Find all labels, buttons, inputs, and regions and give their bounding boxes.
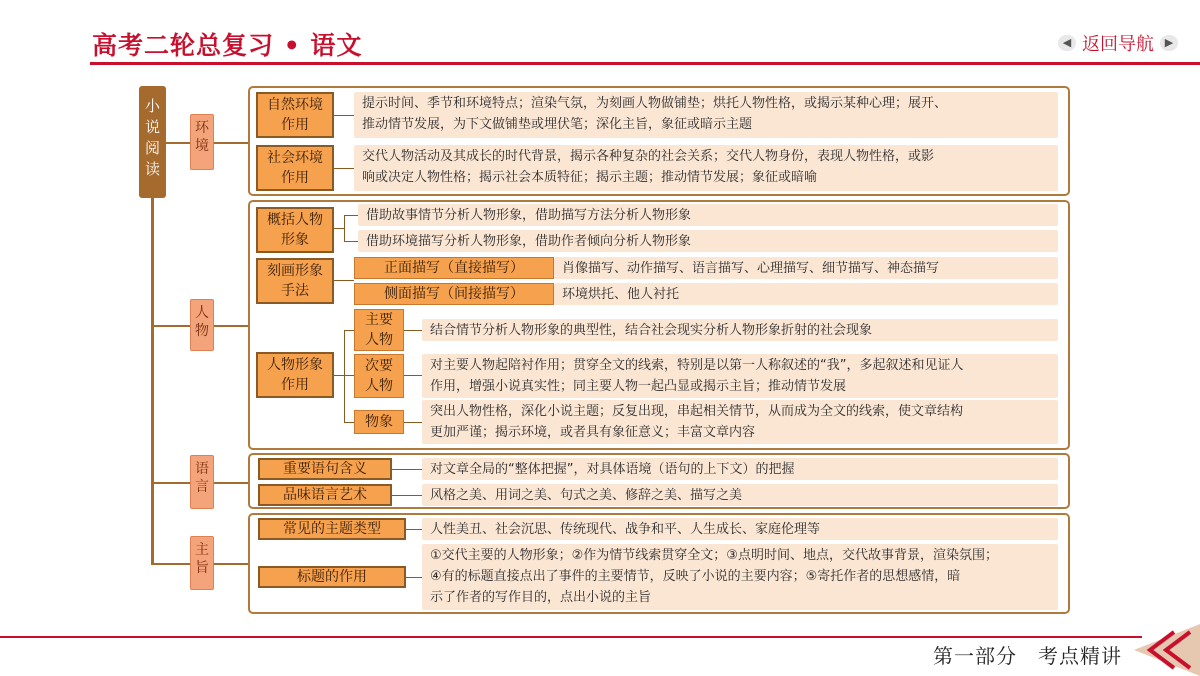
root-char: 阅 <box>144 139 160 157</box>
node-theme-types: 常见的主题类型 <box>258 518 406 540</box>
text-line: ④有的标题直接点出了事件的主要情节，反映了小说的主要内容；⑤寄托作者的思想感情，暗 <box>430 569 961 584</box>
footer-section-label: 第一部分 考点精讲 <box>933 644 1122 668</box>
branch-line <box>214 325 248 327</box>
text-summary-item: 借助故事情节分析人物形象，借助描写方法分析人物形象 <box>358 204 1058 226</box>
node-summary <box>256 207 334 253</box>
text-line: 响或决定人物性格；揭示社会本质特征；揭示主题；推动情节发展；象征或暗喻 <box>362 170 818 185</box>
text-summary-item: 借助环境描写分析人物形象，借助作者倾向分析人物形象 <box>358 230 1058 252</box>
node-label: 物象 <box>365 414 393 430</box>
connector <box>392 469 422 470</box>
node-language-art: 品味语言艺术 <box>258 484 392 506</box>
node-label: 人物 <box>365 378 393 394</box>
text-line: 人性美丑、社会沉思、传统现代、战争和平、人生成长、家庭伦理等 <box>430 522 821 537</box>
sub-object-image <box>354 410 404 434</box>
text-language-art: 风格之美、用词之美、句式之美、修辞之美、描写之美 <box>422 484 1058 506</box>
node-label: 人物 <box>365 332 393 348</box>
node-label: 作用 <box>281 117 309 133</box>
text-line: 提示时间、季节和环境特点；渲染气氛，为刻画人物做铺垫；烘托人物性格，或揭示某种心理；展开、 <box>362 96 948 111</box>
category-char: 主 <box>195 542 209 558</box>
text-main-character <box>422 319 1058 341</box>
node-label: 作用 <box>281 377 309 393</box>
root-char: 说 <box>144 118 160 136</box>
node-label: 刻画形象 <box>267 263 323 279</box>
connector <box>404 422 422 423</box>
connector <box>344 330 354 331</box>
connector <box>404 330 422 331</box>
category-char: 人 <box>195 305 209 321</box>
branch-line <box>214 563 248 565</box>
category-char: 物 <box>195 323 209 339</box>
text-key-sentence: 对文章全局的“整体把握”，对具体语境（语句的上下文）的把握 <box>422 458 1058 480</box>
double-chevron-left-icon[interactable] <box>1134 624 1200 676</box>
chevron-right-icon[interactable]: ▶ <box>1160 35 1178 51</box>
branch-line <box>151 482 190 484</box>
category-char: 言 <box>195 479 209 495</box>
connector <box>392 495 422 496</box>
category-char: 环 <box>195 120 209 136</box>
category-char: 语 <box>195 461 209 477</box>
nav-label[interactable]: 返回导航 <box>1082 34 1154 55</box>
connector <box>344 241 358 242</box>
text-theme-types <box>422 518 1058 540</box>
node-title-function: 标题的作用 <box>258 566 406 588</box>
category-environment <box>190 114 214 170</box>
sub-direct-portrayal: 正面描写（直接描写） <box>354 257 554 279</box>
category-language <box>190 455 214 509</box>
sub-indirect-portrayal: 侧面描写（间接描写） <box>354 283 554 305</box>
connector <box>344 215 358 216</box>
text-line: 更加严谨；揭示环境，或者具有象征意义；丰富文章内容 <box>430 425 756 440</box>
sub-main-character <box>354 309 404 351</box>
connector <box>334 115 354 116</box>
text-title-function <box>422 544 1058 610</box>
node-key-sentence: 重要语句含义 <box>258 458 392 480</box>
category-theme <box>190 536 214 590</box>
connector <box>344 422 354 423</box>
text-natural-env <box>354 92 1058 138</box>
node-label: 手法 <box>281 283 309 299</box>
text-line: ①交代主要的人物形象；②作为情节线索贯穿全文；③点明时间、地点，交代故事背景，渲染氛围； <box>430 548 998 563</box>
node-label: 概括人物 <box>267 212 323 228</box>
footer-divider <box>0 636 1142 638</box>
node-social-env <box>256 145 334 191</box>
node-label: 自然环境 <box>267 97 323 113</box>
root-char: 小 <box>144 97 160 115</box>
page-title: 高考二轮总复习 • 语文 <box>92 31 363 60</box>
connector <box>344 375 354 376</box>
connector <box>344 215 345 241</box>
text-line: 示了作者的写作目的，点出小说的主旨 <box>430 590 652 605</box>
node-label: 主要 <box>365 312 393 328</box>
connector <box>406 577 422 578</box>
connector <box>406 529 422 530</box>
branch-line <box>151 563 190 565</box>
root-char: 读 <box>144 160 160 178</box>
connector <box>344 330 345 422</box>
node-label: 形象 <box>281 232 309 248</box>
connector <box>334 280 354 281</box>
text-social-env <box>354 145 1058 191</box>
text-direct-portrayal: 肖像描写、动作描写、语言描写、心理描写、细节描写、神态描写 <box>554 257 1058 279</box>
chevron-left-icon[interactable]: ◀ <box>1058 35 1076 51</box>
category-people <box>190 299 214 351</box>
text-line: 推动情节发展，为下文做铺垫或埋伏笔；深化主旨，象征或暗示主题 <box>362 117 753 132</box>
branch-line <box>151 325 190 327</box>
node-label: 次要 <box>365 358 393 374</box>
node-label: 社会环境 <box>267 150 323 166</box>
text-line: 对主要人物起陪衬作用；贯穿全文的线索，特别是以第一人称叙述的“我”，多起叙述和见证人 <box>430 358 964 373</box>
connector <box>404 375 422 376</box>
branch-line <box>166 142 190 144</box>
text-line: 交代人物活动及其成长的时代背景，揭示各种复杂的社会关系；交代人物身份，表现人物性格，或影 <box>362 149 935 164</box>
branch-line <box>214 482 248 484</box>
node-label: 人物形象 <box>267 357 323 373</box>
text-line: 作用，增强小说真实性；同主要人物一起凸显或揭示主旨；推动情节发展 <box>430 379 847 394</box>
node-technique <box>256 258 334 304</box>
connector <box>334 228 344 229</box>
text-line: 突出人物性格，深化小说主题；反复出现，串起相关情节，从而成为全文的线索，使文章结构 <box>430 404 964 419</box>
text-minor-character <box>422 354 1058 398</box>
text-indirect-portrayal: 环境烘托、他人衬托 <box>554 283 1058 305</box>
back-to-nav-link[interactable] <box>1058 30 1178 56</box>
branch-line <box>214 142 248 144</box>
node-label: 作用 <box>281 170 309 186</box>
sub-minor-character <box>354 354 404 398</box>
text-object-image <box>422 400 1058 444</box>
root-node <box>139 86 166 198</box>
header-divider <box>90 62 1200 65</box>
category-char: 旨 <box>195 560 209 576</box>
category-char: 境 <box>195 138 209 154</box>
node-natural-env <box>256 92 334 138</box>
text-line: 结合情节分析人物形象的典型性，结合社会现实分析人物形象折射的社会现象 <box>430 323 873 338</box>
connector <box>334 375 344 376</box>
tree-trunk <box>151 198 154 564</box>
connector <box>334 168 354 169</box>
node-role <box>256 352 334 398</box>
